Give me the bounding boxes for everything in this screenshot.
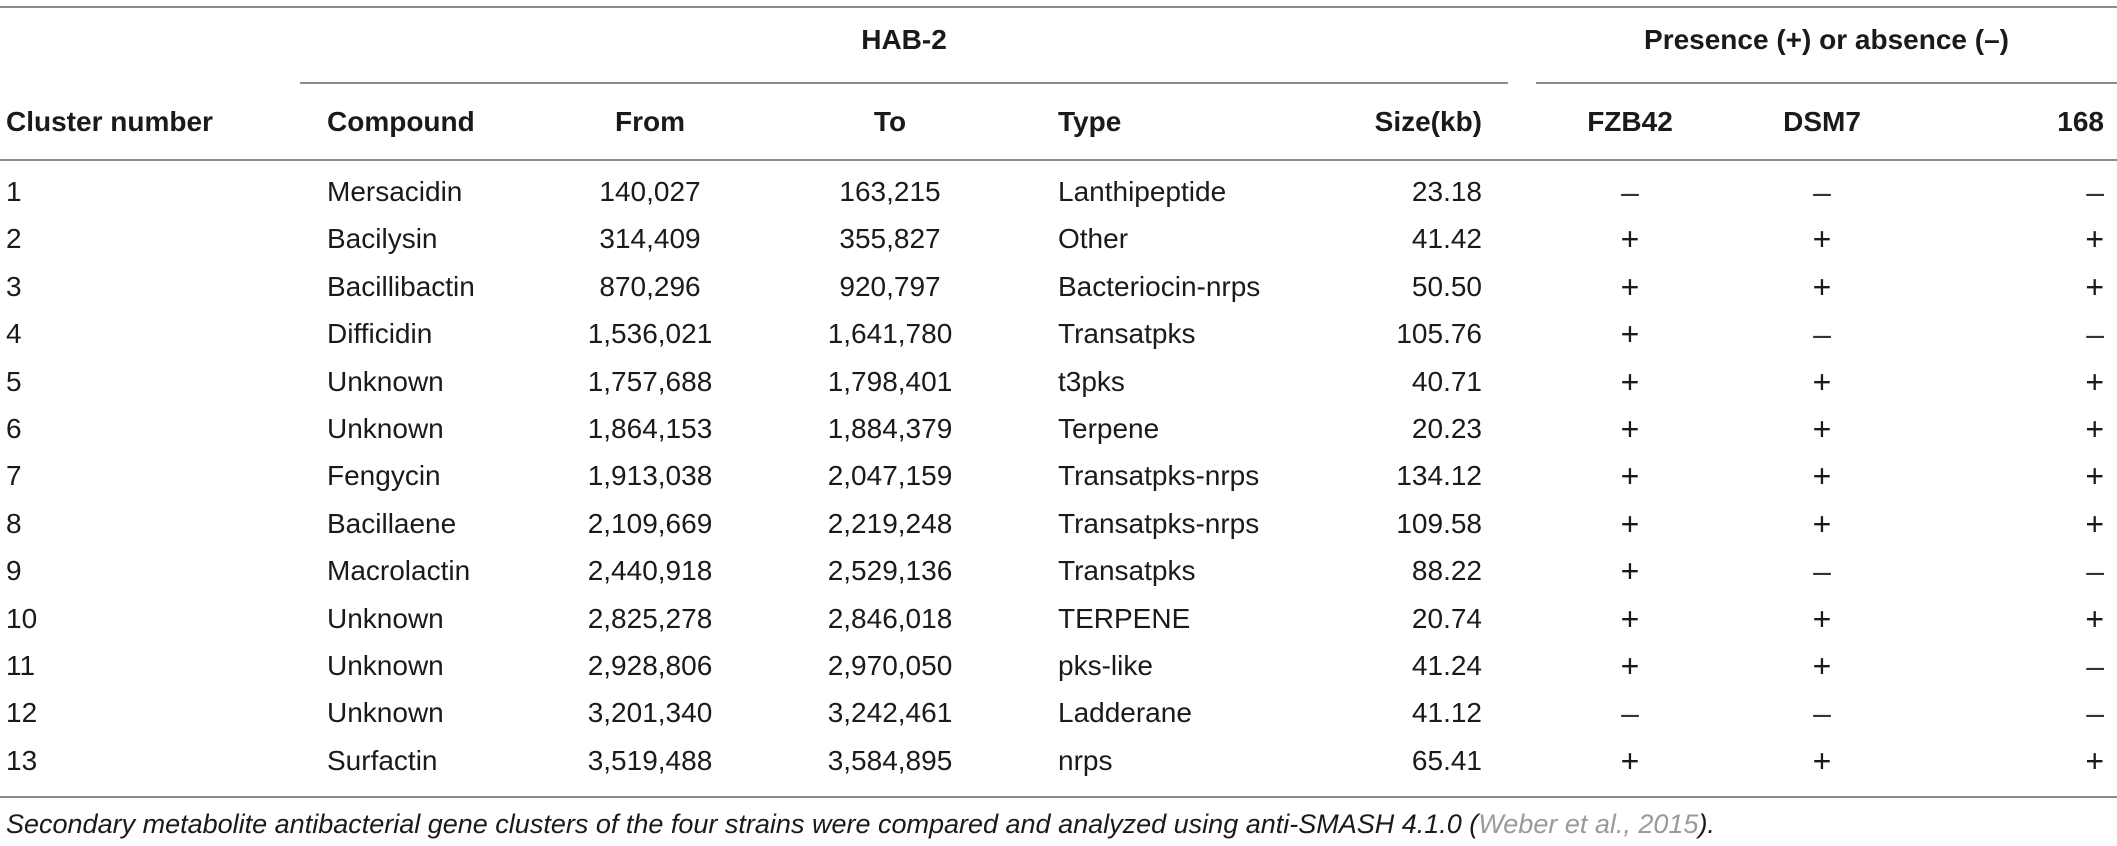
caption-closing: ). — [1698, 809, 1715, 839]
table-row — [0, 551, 2117, 598]
cell-type: pks-like — [1058, 649, 1153, 681]
cell-168-presence: + — [2085, 742, 2104, 779]
cell-cluster-number: 6 — [6, 412, 22, 444]
table-row — [0, 646, 2117, 693]
cell-fzb42-presence: + — [1620, 268, 1640, 305]
cell-from: 1,864,153 — [587, 412, 713, 444]
cell-size: 41.24 — [1411, 649, 1482, 681]
cell-dsm7-presence: – — [1813, 316, 1831, 353]
table-body — [0, 172, 2117, 788]
cell-dsm7-presence: – — [1813, 553, 1831, 590]
cell-type: t3pks — [1058, 365, 1125, 397]
cell-to: 2,219,248 — [827, 507, 953, 539]
header-bottom-rule — [0, 159, 2117, 161]
cell-fzb42-presence: + — [1620, 410, 1640, 447]
cell-size: 134.12 — [1396, 460, 1482, 492]
cell-168-presence: + — [2085, 410, 2104, 447]
cell-168-presence: – — [2086, 316, 2104, 353]
cell-cluster-number: 7 — [6, 460, 22, 492]
cell-fzb42-presence: + — [1620, 458, 1640, 495]
hab-2-group-header: HAB-2 — [861, 24, 947, 55]
cell-from: 1,913,038 — [587, 460, 713, 492]
cell-compound: Surfactin — [327, 744, 438, 776]
cell-168-presence: – — [2086, 647, 2104, 684]
column-header-from: From — [615, 106, 685, 137]
cell-size: 88.22 — [1411, 555, 1482, 587]
column-header-compound: Compound — [327, 106, 475, 137]
cell-168-presence: + — [2085, 505, 2104, 542]
cell-168-presence: – — [2086, 174, 2104, 210]
cell-dsm7-presence: + — [1812, 221, 1832, 258]
cell-type: Terpene — [1058, 412, 1160, 444]
cell-size: 65.41 — [1411, 744, 1482, 776]
table-row — [0, 409, 2117, 456]
cell-fzb42-presence: + — [1620, 363, 1640, 400]
cell-fzb42-presence: – — [1621, 695, 1639, 732]
cell-compound: Unknown — [327, 412, 444, 444]
cell-fzb42-presence: + — [1620, 553, 1640, 590]
table-row — [0, 504, 2117, 551]
cell-to: 1,641,780 — [827, 318, 953, 350]
cell-fzb42-presence: + — [1620, 221, 1640, 258]
cell-cluster-number: 5 — [6, 365, 22, 397]
cell-fzb42-presence: + — [1620, 505, 1640, 542]
cell-compound: Difficidin — [327, 318, 433, 350]
cell-dsm7-presence: – — [1813, 174, 1831, 210]
cell-to: 2,047,159 — [827, 460, 953, 492]
cell-to: 1,798,401 — [827, 365, 953, 397]
cell-168-presence: + — [2085, 221, 2104, 258]
cell-size: 20.74 — [1411, 602, 1482, 634]
cell-type: Other — [1058, 223, 1129, 255]
cell-cluster-number: 9 — [6, 555, 22, 587]
cell-size: 41.12 — [1411, 697, 1482, 729]
cell-fzb42-presence: + — [1620, 742, 1640, 779]
cell-dsm7-presence: + — [1812, 742, 1832, 779]
cell-from: 2,109,669 — [587, 507, 713, 539]
table-caption — [6, 806, 1715, 842]
cell-from: 870,296 — [599, 270, 701, 302]
cell-to: 355,827 — [839, 223, 941, 255]
cell-to: 2,529,136 — [827, 555, 953, 587]
table-row — [0, 741, 2117, 788]
cell-to: 1,884,379 — [827, 412, 953, 444]
cell-size: 23.18 — [1411, 176, 1482, 207]
cell-cluster-number: 12 — [6, 697, 38, 729]
cell-type: Transatpks — [1058, 318, 1196, 350]
table-row — [0, 456, 2117, 503]
cell-compound: Unknown — [327, 602, 444, 634]
column-header-to: To — [873, 106, 907, 137]
cell-size: 109.58 — [1396, 507, 1482, 539]
cell-from: 1,536,021 — [587, 318, 713, 350]
table-row — [0, 362, 2117, 409]
cell-168-presence: + — [2085, 363, 2104, 400]
cell-to: 2,846,018 — [827, 602, 953, 634]
table-row — [0, 314, 2117, 361]
cell-size: 20.23 — [1411, 412, 1482, 444]
cell-type: TERPENE — [1058, 602, 1191, 634]
cell-size: 40.71 — [1411, 365, 1482, 397]
cell-fzb42-presence: + — [1620, 316, 1640, 353]
cell-fzb42-presence: + — [1620, 647, 1640, 684]
cell-cluster-number: 8 — [6, 507, 22, 539]
presence-absence-group-header: Presence (+) or absence (–) — [1644, 24, 2009, 55]
cell-type: Bacteriocin-nrps — [1058, 270, 1261, 302]
cell-type: Ladderane — [1058, 697, 1192, 729]
cell-compound: Fengycin — [327, 460, 441, 492]
table-top-rule — [0, 6, 2117, 8]
cell-size: 41.42 — [1411, 223, 1482, 255]
table-row — [0, 172, 2117, 219]
cell-dsm7-presence: + — [1812, 600, 1832, 637]
cell-compound: Bacillaene — [327, 507, 457, 539]
cell-cluster-number: 4 — [6, 318, 22, 350]
column-header-type: Type — [1058, 106, 1122, 137]
cell-compound: Unknown — [327, 697, 444, 729]
cell-dsm7-presence: + — [1812, 410, 1832, 447]
caption-citation-link[interactable]: Weber et al., 2015 — [1478, 809, 1699, 839]
table-row — [0, 599, 2117, 646]
cell-dsm7-presence: + — [1812, 647, 1832, 684]
cell-from: 1,757,688 — [587, 365, 713, 397]
cell-type: Transatpks-nrps — [1058, 507, 1260, 539]
column-header-168: 168 — [2057, 106, 2104, 137]
cell-cluster-number: 3 — [6, 270, 22, 302]
cell-type: Lanthipeptide — [1058, 176, 1227, 207]
cell-compound: Bacillibactin — [327, 270, 475, 302]
column-header-dsm7: DSM7 — [1783, 106, 1861, 137]
cell-from: 3,201,340 — [587, 697, 713, 729]
cell-compound: Mersacidin — [327, 176, 463, 207]
cell-from: 2,440,918 — [587, 555, 713, 587]
cell-168-presence: – — [2086, 695, 2104, 732]
cell-to: 3,584,895 — [827, 744, 953, 776]
cell-type: nrps — [1058, 744, 1113, 776]
table-row — [0, 693, 2117, 740]
cell-from: 140,027 — [599, 176, 701, 207]
cell-cluster-number: 13 — [6, 744, 38, 776]
cell-size: 105.76 — [1396, 318, 1482, 350]
cell-compound: Macrolactin — [327, 555, 471, 587]
cell-fzb42-presence: + — [1620, 600, 1640, 637]
table-row — [0, 267, 2117, 314]
cell-cluster-number: 10 — [6, 602, 38, 634]
table-bottom-rule — [0, 796, 2117, 798]
cell-to: 3,242,461 — [827, 697, 953, 729]
cell-compound: Bacilysin — [327, 223, 438, 255]
cell-compound: Unknown — [327, 365, 444, 397]
caption-text: Secondary metabolite antibacterial gene clusters of the four strains were compared and analyzed using anti-SMASH 4.1.0 ( — [6, 809, 1479, 839]
column-header-fzb42: FZB42 — [1587, 106, 1673, 137]
cell-dsm7-presence: + — [1812, 458, 1832, 495]
cell-cluster-number: 2 — [6, 223, 22, 255]
cell-compound: Unknown — [327, 649, 444, 681]
cell-168-presence: – — [2086, 553, 2104, 590]
hab-2-group-rule — [300, 82, 1508, 84]
cell-cluster-number: 11 — [6, 649, 36, 681]
cell-fzb42-presence: – — [1621, 174, 1639, 210]
cell-from: 314,409 — [599, 223, 701, 255]
cell-168-presence: + — [2085, 268, 2104, 305]
table-row — [0, 219, 2117, 266]
cell-168-presence: + — [2085, 458, 2104, 495]
cell-to: 2,970,050 — [827, 649, 953, 681]
presence-group-rule — [1536, 82, 2117, 84]
cell-type: Transatpks-nrps — [1058, 460, 1260, 492]
cell-dsm7-presence: + — [1812, 363, 1832, 400]
column-header-cluster-number: Cluster number — [6, 106, 213, 137]
cell-dsm7-presence: + — [1812, 505, 1832, 542]
cell-168-presence: + — [2085, 600, 2104, 637]
cell-type: Transatpks — [1058, 555, 1196, 587]
cell-to: 163,215 — [839, 176, 941, 207]
cell-from: 3,519,488 — [587, 744, 713, 776]
cell-dsm7-presence: – — [1813, 695, 1831, 732]
cell-from: 2,825,278 — [587, 602, 713, 634]
cell-size: 50.50 — [1411, 270, 1482, 302]
column-header-size: Size(kb) — [1374, 106, 1482, 137]
cell-cluster-number: 1 — [6, 176, 22, 207]
cell-from: 2,928,806 — [587, 649, 713, 681]
cell-to: 920,797 — [839, 270, 941, 302]
cell-dsm7-presence: + — [1812, 268, 1832, 305]
